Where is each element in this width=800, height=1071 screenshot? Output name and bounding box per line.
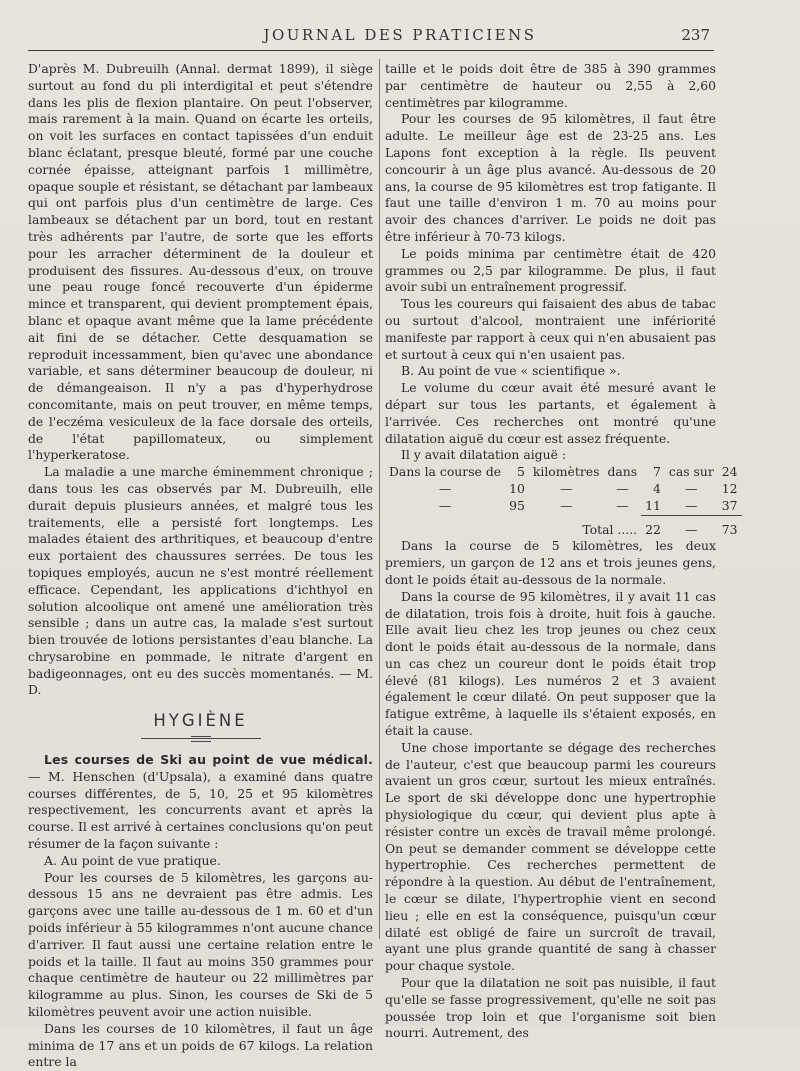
paragraph: Dans les courses de 10 kilomètres, il faut un âge minima de 17 ans et un poids de 67 kilogs. La relation entre la xyxy=(28,1020,373,1070)
table-cell: 24 xyxy=(721,464,738,480)
paragraph: D'après M. Dubreuilh (Annal. dermat 1899), il siège surtout au fond du pli interdigital et peut s'étendre dans les plis de flexion plantaire. On peut l'observer, mais rarement à la main. Quand on écarte les orteils, on voit les surfaces en contact tapissées d'un enduit blanc éclatant, presque bleuté, formé par une couche cornée épaisse, atteignant parfois 1 millimètre, opaque souple et résistant, se détachant par lambeaux qui ont parfois plus d'un centimètre de large. Ces lambeaux se détachent par un bord, tout en restant très adhérents par l'autre, de sorte que les efforts pour les arracher déterminent de la douleur et produisent des fissures. Au-dessous d'eux, on trouve une peau rouge foncé recouverte d'un épiderme mince et transparent, qui devient promptement épais, blanc et opaque avant même que la lame précédente ait fini de se détacher. Cette desquamation se reproduit incessamment, bien qu'avec une abondance variable, et sans déterminer beaucoup de douleur, ni de démangeaison. Il n'y a pas d'hyperhydrose concomitante, mais on peut trouver, en même temps, de l'eczéma vesiculeux de la face dorsale des orteils, de l'état papillomateux, ou simplement l'hyperkeratose. xyxy=(28,61,373,463)
left-column xyxy=(28,61,373,1071)
table-cell: 10 xyxy=(509,480,525,496)
running-title: JOURNAL DES PRATICIENS xyxy=(263,26,537,44)
table-row xyxy=(385,498,742,515)
table-cell: — xyxy=(559,497,573,513)
table-cell: 37 xyxy=(721,497,738,513)
paragraph: Dans la course de 95 kilomètres, il y avait 11 cas de dilatation, trois fois à droite, huit fois à gauche. Elle avait lieu chez les trop jeunes ou chez ceux dont le poids était au-dessous de la normale, dans un cas chez un coureur dont le poids était trop élevé (81 kilogs). Les numéros 2 et 3 avaient également le cœur dilaté. On peut supposer que la fatigue extrême, à laquelle ils s'étaient exposés, en était la cause. xyxy=(385,588,716,739)
table-cell: — xyxy=(685,521,698,537)
paragraph: A. Au point de vue pratique. xyxy=(44,852,221,868)
article-lead-text: — M. Henschen (d'Upsala), a examiné dans quatre courses différentes, de 5, 10, 25 et 95 kilomètres respectivement, les concurrents avant et après la course. Il est arrivé à certaines conclusions qu'on peut résumer de la façon suivante : xyxy=(28,768,373,852)
paragraph: Il y avait dilatation aiguë : xyxy=(401,447,567,463)
table-cell: — xyxy=(438,480,452,496)
paragraph: B. Au point de vue « scientifique ». xyxy=(401,363,621,379)
right-column xyxy=(385,61,738,1042)
paragraph: Pour les courses de 95 kilomètres, il faut être adulte. Le meilleur âge est de 23-25 ans. Les Lapons font exception à la règle. Ils peuvent concourir à un âge plus avancé. Au-dessous de 20 ans, la course de 95 kilomètres est trop fatigante. Il faut une taille d'environ 1 m. 70 au moins pour avoir des chances d'arriver. Le poids ne doit pas être inférieur à 70-73 kilogs. xyxy=(385,111,716,244)
table-cell: 5 xyxy=(516,464,525,480)
table-cell: Dans la course de xyxy=(389,464,502,480)
column-divider xyxy=(379,59,380,939)
table-cell: 22 xyxy=(645,521,661,537)
table-cell: — xyxy=(685,480,698,496)
paragraph: Pour les courses de 5 kilomètres, les garçons au-dessous 15 ans ne devraient pas être admis. Les garçons avec une taille au-dessous de 1 m. 60 et d'un poids inférieur à 55 kilogrammes n'ont aucune chance d'arriver. Il faut aussi une certaine relation entre le poids et la taille. Il faut au moins 350 grammes pour chaque centimètre de hauteur ou 22 millimètres par kilogramme au plus. Sinon, les courses de Ski de 5 kilomètres peuvent avoir une action nuisible. xyxy=(28,869,373,1020)
table-cell: — xyxy=(559,480,573,496)
header-rule xyxy=(28,50,714,51)
paragraph: Le poids minima par centimètre était de 420 grammes ou 2,5 par kilogramme. De plus, il faut avoir subi un entraînement progressif. xyxy=(385,245,716,295)
paragraph: Le volume du cœur avait été mesuré avant le départ sur tous les partants, et également à l'arrivée. Ces recherches ont montré qu'une dilatation aiguë du cœur est assez fréquente. xyxy=(385,380,716,446)
paragraph: Pour que la dilatation ne soit pas nuisible, il faut qu'elle se fasse progressivement, qu'elle ne soit pas poussée trop loin et que l'organisme soit bien nourri. Autrement, des xyxy=(385,975,716,1041)
table-cell: 7 xyxy=(653,464,661,480)
article-lead xyxy=(28,752,373,853)
table-cell: — xyxy=(616,497,629,513)
table-cell: dans xyxy=(607,464,638,480)
section-title: HYGIÈNE xyxy=(153,711,248,731)
table-cell: 4 xyxy=(653,480,661,496)
table-row xyxy=(385,481,742,498)
table-cell: 95 xyxy=(509,497,525,513)
table-cell: 11 xyxy=(645,497,661,513)
table-cell: 73 xyxy=(721,521,738,537)
table-cell: Total ..... xyxy=(582,521,638,537)
table-row xyxy=(385,464,742,481)
paragraph: La maladie a une marche éminemment chronique ; dans tous les cas observés par M. Dubreuilh, elle durait depuis plusieurs années, et malgré tous les traitements, elle a persisté fort longtemps. Les malades étaient des arthritiques, et beaucoup d'entre eux portaient des chaussures serrées. De tous les topiques employés, aucun ne s'est montré réellement efficace. Cependant, les applications d'ichthyol en solution alcoolique ont amené une amélioration très sensible ; dans un autre cas, la malade s'est surtout bien trouvée de lotions persistantes d'eau blanche. La chrysarobine en pommade, le nitrate d'argent en badigeonnages, ont eu des succès momentanés. — M. D. xyxy=(28,464,373,698)
title-ornament xyxy=(141,736,261,742)
paragraph: Une chose importante se dégage des recherches de l'auteur, c'est que beaucoup parmi les coureurs avaient un gros cœur, surtout les mieux entraînés. Le sport de ski développe donc une hypertrophie physiologique du cœur, qui devient plus apte à résister contre un excès de travail même prolongé. On peut se demander comment se développe cette hypertrophie. Ces recherches permettent de répondre à la question. Au début de l'entraînement, le cœur se dilate, l'hypertrophie vient en second lieu ; elle en est la conséquence, puisqu'un cœur dilaté est obligé de faire un surcroît de travail, ayant une plus grande quantité de sang à chasser pour chaque systole. xyxy=(385,739,716,974)
page-number: 237 xyxy=(681,26,710,44)
table-cell: cas sur xyxy=(668,464,714,480)
table-total-row xyxy=(385,522,742,539)
running-head xyxy=(0,24,800,50)
table-cell: 12 xyxy=(721,480,738,496)
table-cell: — xyxy=(616,480,629,496)
article-title: Les courses de Ski au point de vue médical. xyxy=(44,752,373,768)
table-cell: — xyxy=(438,497,452,513)
paragraph: taille et le poids doit être de 385 à 390 grammes par centimètre de hauteur ou 2,55 à 2,60 centimètres par kilogramme. xyxy=(385,61,716,110)
table-cell: kilomètres xyxy=(532,464,600,480)
paragraph: Dans la course de 5 kilomètres, les deux premiers, un garçon de 12 ans et trois jeunes gens, dont le poids était au-dessous de la normale. xyxy=(385,538,716,587)
paragraph: Tous les coureurs qui faisaient des abus de tabac ou surtout d'alcool, montraient une infériorité manifeste par rapport à ceux qui n'en abusaient pas et surtout à ceux qui n'en usaient pas. xyxy=(385,296,716,362)
table-cell: — xyxy=(685,497,698,513)
dilatation-table xyxy=(385,464,742,538)
